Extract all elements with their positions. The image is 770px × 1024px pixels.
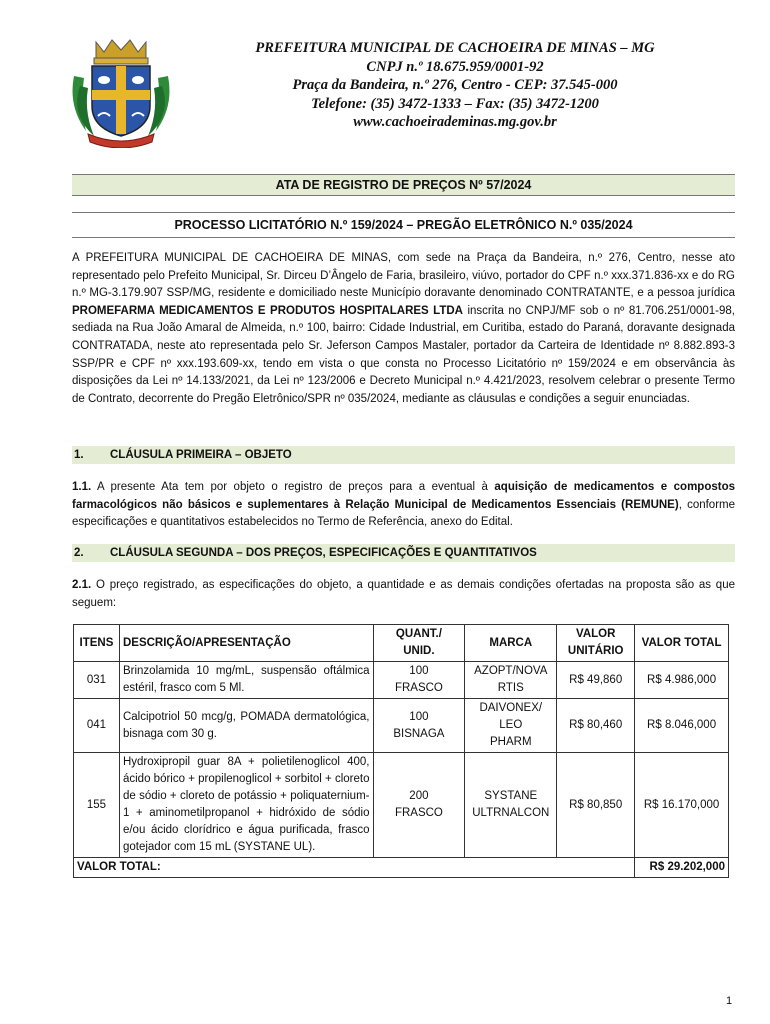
- col-header-description: DESCRIÇÃO/APRESENTAÇÃO: [119, 625, 373, 662]
- clause-1-paragraph: [72, 479, 735, 532]
- col-header-total-value: VALOR TOTAL: [635, 625, 729, 662]
- cell-description: Calcipotriol 50 mcg/g, POMADA dermatológica, bisnaga com 30 g.: [119, 699, 373, 753]
- cell-quantity: 100 BISNAGA: [373, 699, 465, 753]
- cell-item: 041: [74, 699, 120, 753]
- col-header-quantity: QUANT./ UNID.: [373, 625, 465, 662]
- clause-1-text-b: , conforme especificações e quantitativos estabelecidos no Termo de Referência, anexo do Edital.: [72, 498, 736, 529]
- cell-quantity: 100 FRASCO: [373, 662, 465, 699]
- cell-total: R$ 8.046,000: [635, 699, 729, 753]
- table-total-row: [74, 858, 729, 878]
- page-number: 1: [726, 995, 733, 1007]
- clause-1-text-a: A presente Ata tem por objeto o registro de preços para a eventual à: [91, 481, 495, 493]
- cell-total: R$ 16.170,000: [635, 753, 729, 858]
- col-header-brand: MARCA: [465, 625, 557, 662]
- table-row: [74, 662, 729, 699]
- clause-2-text: O preço registrado, as especificações do objeto, a quantidade e as demais condições ofertadas na proposta são as que seguem:: [72, 579, 735, 609]
- intro-paragraph: [72, 250, 735, 408]
- clause-1-number: 1.: [74, 449, 84, 461]
- cell-total: R$ 4.986,000: [635, 662, 729, 699]
- cell-item: 031: [74, 662, 120, 699]
- total-label: VALOR TOTAL:: [74, 858, 635, 878]
- cell-unit-price: R$ 49,860: [557, 662, 635, 699]
- header-address: Praça da Bandeira, n.º 276, Centro - CEP: 37.545-000: [292, 77, 618, 94]
- clause-2-heading: [72, 544, 735, 562]
- clause-1-object: aquisição de medicamentos e compostos farmacológicos não básicos e suplementares à Relação Municipal de Medicamentos Essenciais (REMUNE): [72, 481, 735, 511]
- price-table: [73, 624, 729, 878]
- cell-brand: DAIVONEX/ LEO PHARM: [465, 699, 557, 753]
- letterhead: [190, 39, 720, 132]
- intro-text-b: inscrita no CNPJ/MF sob o nº 81.706.251/0001-98, sediada na Rua João Amaral de Almeida, n.º 100, bairro: Cidade Industrial, em Curitiba, estado do Paraná, doravante designada CONTRATADA, neste ato representada pelo Sr. Jeferson Campos Mastaler, portador da Carteira de Identidade nº 8.882.893-3 SSP/PR e CPF nº xxx.193.609-xx, tendo em vista o que consta no Processo Licitatório nº 159/2024 e em observância às disposições da Lei nº 14.133/2021, da Lei nº 123/2006 e Decreto Municipal n.º 4.421/2023, resolvem celebrar o presente Termo de Contrato, decorrente do Pregão Eletrônico/SPR nº 035/2024, mediante as cláusulas e condições a seguir enunciadas.: [72, 304, 735, 405]
- table-row: [74, 699, 729, 753]
- header-phone: Telefone: (35) 3472-1333 – Fax: (35) 3472-1200: [311, 95, 599, 112]
- clause-1-title: CLÁUSULA PRIMEIRA – OBJETO: [110, 449, 292, 461]
- cell-unit-price: R$ 80,460: [557, 699, 635, 753]
- cell-description: Hydroxipropil guar 8A + polietilenoglicol 400, ácido bórico + propilenoglicol + sorbitol + cloreto de sódio + cloreto de potássio + poliquaternium-1 + aminometilpropanol + hidróxido de sódio e/ou ácido clorídrico e água purificada, frasco gotejador com 15 mL (SYSTANE UL).: [119, 753, 373, 858]
- cell-quantity: 200 FRASCO: [373, 753, 465, 858]
- clause-2-paragraph: [72, 577, 735, 612]
- col-header-items: ITENS: [74, 625, 120, 662]
- header-institution: PREFEITURA MUNICIPAL DE CACHOEIRA DE MINAS – MG: [255, 40, 655, 56]
- header-website[interactable]: www.cachoeirademinas.mg.gov.br: [353, 114, 557, 131]
- cell-description: Brinzolamida 10 mg/mL, suspensão oftálmica estéril, frasco com 5 Ml.: [119, 662, 373, 699]
- document-title: ATA DE REGISTRO DE PREÇOS Nº 57/2024: [72, 174, 735, 196]
- clause-2-title: CLÁUSULA SEGUNDA – DOS PREÇOS, ESPECIFICAÇÕES E QUANTITATIVOS: [110, 547, 537, 559]
- cell-brand: SYSTANE ULTRNALCON: [465, 753, 557, 858]
- clause-1-item-number: 1.1.: [72, 481, 92, 493]
- col-header-unit-value: VALOR UNITÁRIO: [557, 625, 635, 662]
- process-title: PROCESSO LICITATÓRIO N.º 159/2024 – PREGÃO ELETRÔNICO N.º 035/2024: [72, 212, 735, 238]
- intro-text-a: A PREFEITURA MUNICIPAL DE CACHOEIRA DE MINAS, com sede na Praça da Bandeira, n.º 276, Centro, nesse ato representado pelo Prefeito Municipal, Sr. Dirceu D’Ângelo de Faria, brasileiro, viúvo, portador do CPF n.º xxx.371.836-xx e do RG n.º MG-3.179.907 SSP/MG, residente e domiciliado neste Município doravante denominado CONTRATANTE, e a pessoa jurídica: [72, 252, 735, 300]
- clause-2-number: 2.: [74, 547, 84, 559]
- table-row: [74, 753, 729, 858]
- cell-brand: AZOPT/NOVA RTIS: [465, 662, 557, 699]
- cell-unit-price: R$ 80,850: [557, 753, 635, 858]
- total-value: R$ 29.202,000: [635, 858, 729, 878]
- contractor-name: PROMEFARMA MEDICAMENTOS E PRODUTOS HOSPITALARES LTDA: [72, 304, 463, 317]
- clause-1-heading: [72, 446, 735, 464]
- cell-item: 155: [74, 753, 120, 858]
- header-cnpj: CNPJ n.º 18.675.959/0001-92: [366, 58, 544, 75]
- table-header-row: [74, 625, 729, 662]
- clause-2-item-number: 2.1.: [72, 579, 92, 591]
- municipal-coat-of-arms-icon: [66, 36, 176, 148]
